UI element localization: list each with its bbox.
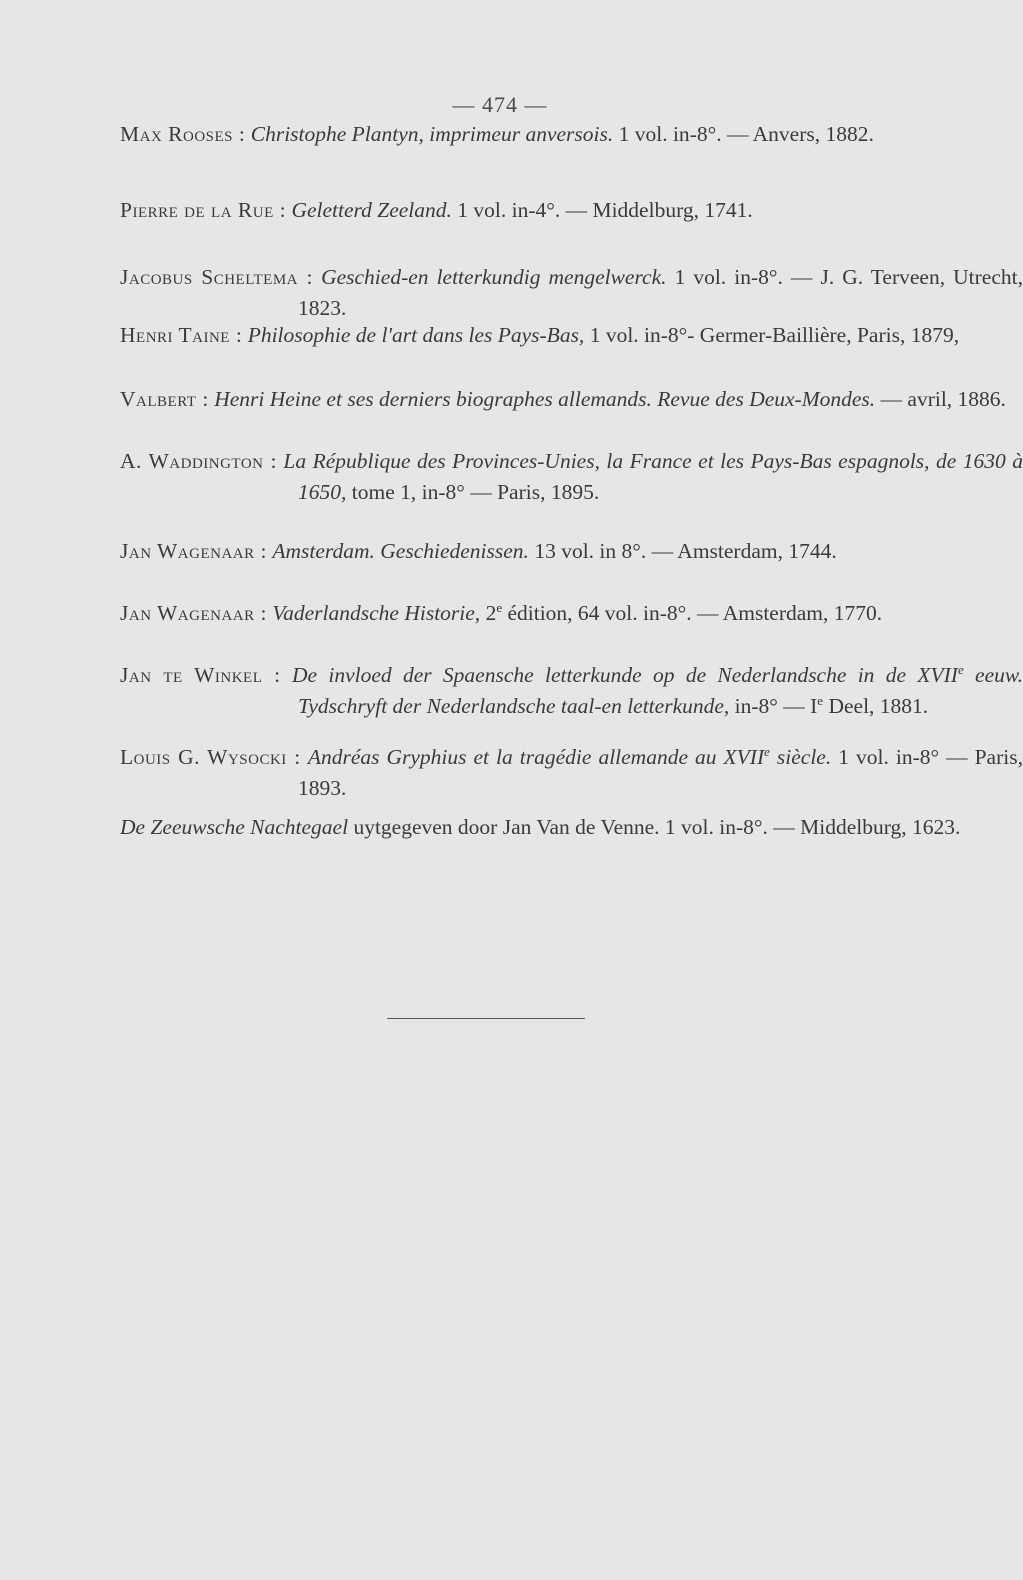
entry-details: 1 vol. in-8°. — Anvers, 1882. (613, 122, 874, 146)
entry-title: Philosophie de l'art dans les Pays-Bas, (247, 323, 585, 347)
entry-details: Deel, 1881. (823, 694, 929, 718)
bibliography-entry (120, 446, 1023, 508)
entry-author: A. Waddington : (120, 449, 277, 473)
entry-author: Henri Taine : (120, 323, 243, 347)
entry-title: eeuw. Tydschryft der Nederlandsche taal-en letterkunde, (298, 663, 1023, 718)
entry-author: Valbert : (120, 387, 209, 411)
entry-details: — avril, 1886. (875, 387, 1006, 411)
bibliography-entry (120, 320, 1023, 351)
entry-title: Amsterdam. Geschiedenissen. (272, 539, 529, 563)
entry-details: 2 (480, 601, 497, 625)
bibliography-entry (120, 536, 1023, 567)
entry-details: 1 vol. in-4°. — Middelburg, 1741. (451, 198, 753, 222)
entry-title: De Zeeuwsche Nachtegael (120, 815, 349, 839)
bibliography-entry (120, 742, 1023, 804)
entry-details: in-8° — I (729, 694, 818, 718)
entry-author: Jan Wagenaar : (120, 601, 267, 625)
entry-details: édition, 64 vol. in-8°. — Amsterdam, 1770. (502, 601, 883, 625)
entry-author: Jacobus Scheltema : (120, 265, 314, 289)
entry-details: 1 vol. in-8° — Paris, 1893. (298, 745, 1023, 800)
entry-author: Max Rooses : (120, 122, 246, 146)
entry-title: Andréas Gryphius et la tragédie allemande au XVII (307, 745, 765, 769)
bibliography-entry (120, 812, 1023, 843)
superscript: e (496, 599, 503, 615)
bibliography-entry (120, 660, 1023, 722)
bibliography-entry (120, 384, 1023, 415)
entry-author: Louis G. Wysocki : (120, 745, 301, 769)
entry-author: Pierre de la Rue : (120, 198, 287, 222)
entry-title: Geletterd Zeeland. (291, 198, 452, 222)
bibliography-entry (120, 262, 1023, 324)
entry-title: Henri Heine et ses derniers biographes allemands. Revue des Deux-Mondes. (214, 387, 876, 411)
entry-title: La République des Provinces-Unies, la France et les Pays-Bas espagnols, de 1630 à 1650, (283, 449, 1023, 504)
page-number: — 474 — (452, 92, 548, 117)
entry-title: siècle. (769, 745, 832, 769)
entry-details: tome 1, in-8° — Paris, 1895. (346, 480, 600, 504)
bibliography-entry (120, 195, 1023, 226)
superscript: e (957, 661, 964, 677)
entry-title: De invloed der Spaensche letterkunde op de Nederlandsche in de XVII (291, 663, 958, 687)
entry-title: Geschied-en letterkundig mengelwerck. (321, 265, 667, 289)
bibliography-entry (120, 598, 1023, 629)
horizontal-rule (387, 1018, 585, 1019)
entry-author: Jan Wagenaar : (120, 539, 267, 563)
entry-title: Vaderlandsche Historie, (272, 601, 481, 625)
entry-author: Jan te Winkel : (120, 663, 281, 687)
entry-details: uytgegeven door Jan Van de Venne. 1 vol. in-8°. — Middelburg, 1623. (348, 815, 961, 839)
entry-title: Christophe Plantyn, imprimeur anversois. (250, 122, 614, 146)
entry-details: 13 vol. in 8°. — Amsterdam, 1744. (528, 539, 837, 563)
superscript: e (764, 743, 770, 759)
bibliography-entry (120, 119, 1023, 150)
entry-details: 1 vol. in-8°. — J. G. Terveen, Utrecht, 1823. (298, 265, 1023, 320)
superscript: e (817, 692, 824, 708)
entry-details: 1 vol. in-8°- Germer-Baillière, Paris, 1879, (584, 323, 960, 347)
